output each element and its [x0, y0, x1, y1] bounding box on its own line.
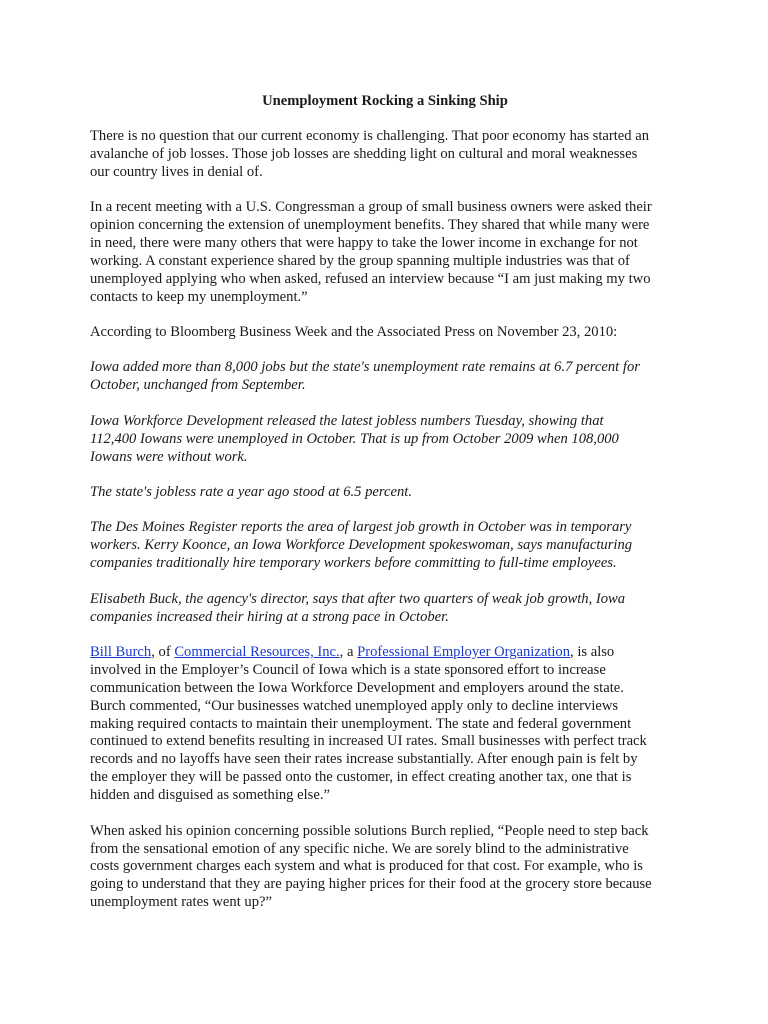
text-line	[90, 644, 680, 662]
text-line: the employer they will be passed onto the customer, in effect creating another tax, one that is	[90, 769, 632, 786]
paragraph-intro	[90, 128, 680, 182]
paragraph-source	[90, 324, 680, 342]
text-line: working. A constant experience shared by the group spanning multiple industries was that of	[90, 252, 630, 269]
text-line: Iowa Workforce Development released the latest jobless numbers Tuesday, showing that	[90, 412, 604, 429]
link-bill-burch[interactable]: Bill Burch	[90, 643, 152, 660]
text-line: companies traditionally hire temporary workers before committing to full-time employees.	[90, 555, 617, 572]
text-line: Burch commented, “Our businesses watched unemployed apply only to decline interviews	[90, 697, 619, 714]
quote-jobless-numbers	[90, 413, 680, 467]
text-line: The state's jobless rate a year ago stood at 6.5 percent.	[90, 484, 412, 500]
text-line: records and no layoffs have seen their rates increase substantially. After enough pain is felt by	[90, 751, 638, 768]
text-line: According to Bloomberg Business Week and the Associated Press on November 23, 2010:	[90, 324, 618, 341]
text-line: going to understand that they are paying higher prices for their food at the grocery store because	[90, 876, 652, 893]
text-line: October, unchanged from September.	[90, 377, 306, 394]
text-line: unemployment rates went up?”	[90, 894, 272, 911]
text-line: workers. Kerry Koonce, an Iowa Workforce Development spokeswoman, says manufacturing	[90, 537, 633, 554]
text-line: avalanche of job losses. Those job losses are shedding light on cultural and moral weaknesses	[90, 145, 638, 162]
quote-des-moines-register	[90, 519, 680, 573]
text-line: communication between the Iowa Workforce Development and employers around the state.	[90, 679, 624, 696]
text-line: making required contacts to maintain their unemployment. The state and federal government	[90, 715, 632, 732]
text-line: hidden and disguised as something else.”	[90, 787, 330, 804]
text-line: in need, there were many others that were happy to take the lower income in exchange for not	[90, 234, 638, 251]
text-line: 112,400 Iowans were unemployed in October. That is up from October 2009 when 108,000	[90, 430, 619, 447]
text-line: continued to extend benefits resulting in increased UI rates. Small businesses with perfect track	[90, 733, 647, 750]
article-title: Unemployment Rocking a Sinking Ship	[262, 93, 508, 109]
text-line: The Des Moines Register reports the area of largest job growth in October was in temporary	[90, 519, 632, 536]
text-line: opinion concerning the extension of unemployment benefits. They shared that while many were	[90, 217, 650, 234]
text-line: costs government charges each system and what is produced for that cost. For example, who is	[90, 858, 643, 875]
text-line: contacts to keep my unemployment.”	[90, 288, 308, 305]
document-page	[90, 93, 680, 930]
text-line: Elisabeth Buck, the agency's director, says that after two quarters of weak job growth, Iowa	[90, 590, 626, 607]
quote-jobless-rate	[90, 484, 680, 502]
link-commercial-resources[interactable]: Commercial Resources, Inc.	[174, 643, 340, 660]
text-line: Iowans were without work.	[90, 448, 248, 465]
text-line: In a recent meeting with a U.S. Congressman a group of small business owners were asked their	[90, 199, 652, 216]
quote-jobs-added	[90, 359, 680, 395]
paragraph-bill-burch	[90, 644, 680, 805]
text-line: There is no question that our current economy is challenging. That poor economy has started an	[90, 127, 650, 144]
text-line: When asked his opinion concerning possible solutions Burch replied, “People need to step back	[90, 822, 649, 839]
link-professional-employer-organization[interactable]: Professional Employer Organization	[357, 643, 571, 660]
text-line: Iowa added more than 8,000 jobs but the state's unemployment rate remains at 6.7 percent for	[90, 359, 640, 376]
text-line: companies increased their hiring at a strong pace in October.	[90, 608, 449, 625]
paragraph-solutions	[90, 823, 680, 913]
quote-elisabeth-buck	[90, 591, 680, 627]
text-line: our country lives in denial of.	[90, 163, 263, 180]
text-line: involved in the Employer’s Council of Iowa which is a state sponsored effort to increase	[90, 661, 606, 678]
paragraph-congressman-meeting	[90, 199, 680, 306]
text-fragment: , a	[339, 643, 358, 660]
text-line: from the sensational emotion of any specific niche. We are sorely blind to the administrative	[90, 840, 629, 857]
text-fragment: , is also	[570, 643, 615, 660]
text-fragment: , of	[151, 643, 175, 660]
text-line: unemployed applying who when asked, refused an interview because “I am just making my two	[90, 270, 651, 287]
